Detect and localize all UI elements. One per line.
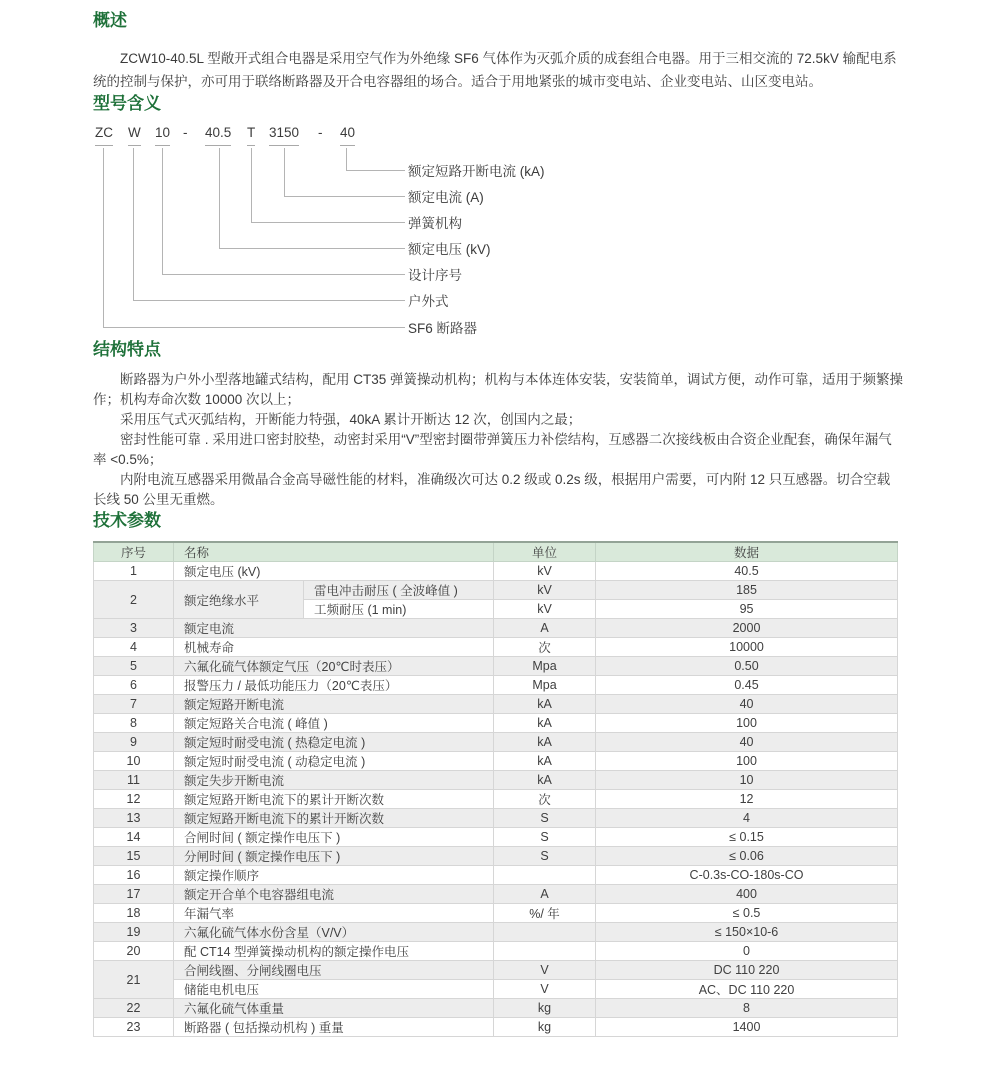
model-code-label: 弹簧机构 xyxy=(408,216,462,231)
spec-row xyxy=(94,1018,898,1037)
connector-horizontal-line xyxy=(251,222,405,223)
spec-value: 0.50 xyxy=(596,657,898,676)
model-heading: 型号含义 xyxy=(93,94,161,113)
spec-no: 1 xyxy=(94,562,174,581)
spec-name: 配 CT14 型弹簧操动机构的额定操作电压 xyxy=(174,942,494,961)
spec-no: 4 xyxy=(94,638,174,657)
spec-value: 2000 xyxy=(596,619,898,638)
spec-value: 0.45 xyxy=(596,676,898,695)
connector-horizontal-line xyxy=(133,300,405,301)
spec-value: C-0.3s-CO-180s-CO xyxy=(596,866,898,885)
spec-name: 额定短路开断电流下的累计开断次数 xyxy=(174,790,494,809)
specs-table xyxy=(93,541,898,1037)
spec-unit: kV xyxy=(494,581,596,600)
spec-row xyxy=(94,980,898,999)
model-code-segment: T xyxy=(247,124,255,146)
spec-no: 11 xyxy=(94,771,174,790)
spec-name: 额定短路开断电流 xyxy=(174,695,494,714)
spec-no: 22 xyxy=(94,999,174,1018)
spec-value: ≤ 150×10-6 xyxy=(596,923,898,942)
spec-unit: kg xyxy=(494,999,596,1018)
spec-value: 100 xyxy=(596,752,898,771)
col-header-name: 名称 xyxy=(174,542,494,562)
spec-name: 年漏气率 xyxy=(174,904,494,923)
spec-no: 10 xyxy=(94,752,174,771)
spec-name: 额定短时耐受电流 ( 动稳定电流 ) xyxy=(174,752,494,771)
overview-heading: 概述 xyxy=(93,11,127,30)
specs-heading: 技术参数 xyxy=(93,511,161,530)
model-code-segment: - xyxy=(183,125,188,140)
spec-value: 4 xyxy=(596,809,898,828)
spec-no: 2 xyxy=(94,581,174,619)
spec-name: 额定电流 xyxy=(174,619,494,638)
spec-name: 额定绝缘水平 xyxy=(174,581,304,619)
model-code-label: 额定短路开断电流 (kA) xyxy=(408,164,545,179)
spec-row xyxy=(94,752,898,771)
spec-no: 16 xyxy=(94,866,174,885)
spec-row xyxy=(94,904,898,923)
spec-unit: kV xyxy=(494,600,596,619)
specs-table-header xyxy=(94,542,898,562)
spec-row xyxy=(94,733,898,752)
spec-value: 185 xyxy=(596,581,898,600)
spec-no: 6 xyxy=(94,676,174,695)
spec-unit: S xyxy=(494,847,596,866)
spec-name: 六氟化硫气体额定气压（20℃时表压） xyxy=(174,657,494,676)
spec-value: 1400 xyxy=(596,1018,898,1037)
col-header-value: 数据 xyxy=(596,542,898,562)
spec-row xyxy=(94,923,898,942)
spec-no: 14 xyxy=(94,828,174,847)
col-header-unit: 单位 xyxy=(494,542,596,562)
model-code-segment: 40.5 xyxy=(205,124,231,146)
spec-unit: V xyxy=(494,961,596,980)
spec-name: 额定失步开断电流 xyxy=(174,771,494,790)
spec-unit: S xyxy=(494,828,596,847)
spec-unit: S xyxy=(494,809,596,828)
spec-row xyxy=(94,961,898,980)
spec-row xyxy=(94,638,898,657)
connector-horizontal-line xyxy=(103,327,405,328)
spec-no: 19 xyxy=(94,923,174,942)
spec-unit: 次 xyxy=(494,790,596,809)
spec-no: 20 xyxy=(94,942,174,961)
spec-row xyxy=(94,695,898,714)
spec-name: 额定短路关合电流 ( 峰值 ) xyxy=(174,714,494,733)
spec-no: 21 xyxy=(94,961,174,999)
spec-value: 10 xyxy=(596,771,898,790)
connector-vertical-line xyxy=(251,148,252,222)
spec-name: 六氟化硫气体水份含星（V/V） xyxy=(174,923,494,942)
features-heading: 结构特点 xyxy=(93,340,161,359)
spec-unit: kA xyxy=(494,733,596,752)
spec-no: 15 xyxy=(94,847,174,866)
spec-name: 合闸线圈、分闸线圈电压 xyxy=(174,961,494,980)
feature-paragraph: 断路器为户外小型落地罐式结构，配用 CT35 弹簧操动机构；机构与本体连体安装，安装简单，调试方便，动作可靠，适用于频繁操作；机构寿命次数 10000 次以上； xyxy=(93,372,904,407)
model-code-label: 额定电流 (A) xyxy=(408,190,484,205)
connector-horizontal-line xyxy=(346,170,405,171)
spec-no: 18 xyxy=(94,904,174,923)
spec-value: 40 xyxy=(596,695,898,714)
spec-no: 7 xyxy=(94,695,174,714)
spec-name: 额定操作顺序 xyxy=(174,866,494,885)
spec-row xyxy=(94,562,898,581)
spec-name: 分闸时间 ( 额定操作电压下 ) xyxy=(174,847,494,866)
feature-paragraph: 采用压气式灭弧结构，开断能力特强，40kA 累计开断达 12 次，创国内之最； xyxy=(120,412,582,427)
spec-value: 400 xyxy=(596,885,898,904)
spec-no: 12 xyxy=(94,790,174,809)
spec-value: 40.5 xyxy=(596,562,898,581)
model-code-segment: 40 xyxy=(340,124,355,146)
spec-row xyxy=(94,790,898,809)
spec-unit: kA xyxy=(494,695,596,714)
spec-row xyxy=(94,714,898,733)
spec-row xyxy=(94,828,898,847)
spec-name: 报警压力 / 最低功能压力（20℃表压） xyxy=(174,676,494,695)
model-code-diagram xyxy=(93,124,903,339)
spec-unit: A xyxy=(494,619,596,638)
overview-paragraph: ZCW10-40.5L 型敞开式组合电器是采用空气作为外绝缘 SF6 气体作为灭弧介质的成套组合电器。用于三相交流的 72.5kV 输配电系统的控制与保护，亦可用于联络断路器及开合电容器组的场合。适合于用地紧张的城市变电站、企业变电站、山区变电站。 xyxy=(93,51,897,89)
spec-unit xyxy=(494,923,596,942)
spec-value: 10000 xyxy=(596,638,898,657)
spec-value: 40 xyxy=(596,733,898,752)
spec-value: DC 110 220 xyxy=(596,961,898,980)
spec-name: 额定短路开断电流下的累计开断次数 xyxy=(174,809,494,828)
spec-no: 8 xyxy=(94,714,174,733)
model-code-label: 设计序号 xyxy=(408,268,462,283)
spec-no: 5 xyxy=(94,657,174,676)
spec-name: 储能电机电压 xyxy=(174,980,494,999)
model-code-segment: ZC xyxy=(95,124,113,146)
connector-vertical-line xyxy=(103,148,104,327)
spec-value: 100 xyxy=(596,714,898,733)
spec-no: 9 xyxy=(94,733,174,752)
model-code-segment: - xyxy=(318,125,323,140)
spec-unit: kg xyxy=(494,1018,596,1037)
spec-subname: 雷电冲击耐压 ( 全波峰值 ) xyxy=(304,581,494,600)
spec-name: 断路器 ( 包括操动机构 ) 重量 xyxy=(174,1018,494,1037)
model-code-segment: 3150 xyxy=(269,124,299,146)
model-code-label: 额定电压 (kV) xyxy=(408,242,491,257)
feature-paragraph: 内附电流互感器采用微晶合金高导磁性能的材料，准确级次可达 0.2 级或 0.2s 级，根据用户需要，可内附 12 只互感器。切合空载长线 50 公里无重燃。 xyxy=(93,472,891,507)
spec-unit: %/ 年 xyxy=(494,904,596,923)
spec-row xyxy=(94,847,898,866)
spec-subname: 工频耐压 (1 min) xyxy=(304,600,494,619)
spec-value: ≤ 0.06 xyxy=(596,847,898,866)
spec-row xyxy=(94,657,898,676)
spec-unit: A xyxy=(494,885,596,904)
spec-row xyxy=(94,771,898,790)
spec-row xyxy=(94,619,898,638)
spec-row xyxy=(94,676,898,695)
connector-horizontal-line xyxy=(219,248,405,249)
model-code-segment: 10 xyxy=(155,124,170,146)
spec-unit: kA xyxy=(494,771,596,790)
spec-value: 0 xyxy=(596,942,898,961)
col-header-no: 序号 xyxy=(94,542,174,562)
spec-name: 六氟化硫气体重量 xyxy=(174,999,494,1018)
spec-row xyxy=(94,809,898,828)
spec-unit: kA xyxy=(494,752,596,771)
connector-vertical-line xyxy=(219,148,220,248)
spec-unit xyxy=(494,942,596,961)
features-block xyxy=(93,370,903,510)
connector-vertical-line xyxy=(284,148,285,196)
spec-unit: Mpa xyxy=(494,657,596,676)
spec-row xyxy=(94,866,898,885)
feature-paragraph: 密封性能可靠 . 采用进口密封胶垫，动密封采用“V”型密封圈带弹簧压力补偿结构，互感器二次接线板由合资企业配套，确保年漏气率 <0.5%； xyxy=(93,432,892,467)
spec-unit: kA xyxy=(494,714,596,733)
spec-name: 额定短时耐受电流 ( 热稳定电流 ) xyxy=(174,733,494,752)
connector-vertical-line xyxy=(133,148,134,300)
spec-no: 23 xyxy=(94,1018,174,1037)
spec-unit: Mpa xyxy=(494,676,596,695)
spec-name: 机械寿命 xyxy=(174,638,494,657)
spec-row xyxy=(94,942,898,961)
spec-value: ≤ 0.5 xyxy=(596,904,898,923)
model-code-label: 户外式 xyxy=(408,294,449,309)
spec-unit: kV xyxy=(494,562,596,581)
spec-name: 额定开合单个电容器组电流 xyxy=(174,885,494,904)
spec-name: 合闸时间 ( 额定操作电压下 ) xyxy=(174,828,494,847)
spec-value: 12 xyxy=(596,790,898,809)
spec-row xyxy=(94,999,898,1018)
spec-value: ≤ 0.15 xyxy=(596,828,898,847)
spec-name: 额定电压 (kV) xyxy=(174,562,494,581)
spec-no: 13 xyxy=(94,809,174,828)
connector-vertical-line xyxy=(346,148,347,170)
connector-horizontal-line xyxy=(284,196,405,197)
spec-no: 17 xyxy=(94,885,174,904)
spec-no: 3 xyxy=(94,619,174,638)
spec-row xyxy=(94,581,898,600)
spec-value: 8 xyxy=(596,999,898,1018)
connector-vertical-line xyxy=(162,148,163,274)
spec-unit xyxy=(494,866,596,885)
spec-value: AC、DC 110 220 xyxy=(596,980,898,999)
spec-row xyxy=(94,885,898,904)
connector-horizontal-line xyxy=(162,274,405,275)
spec-unit: 次 xyxy=(494,638,596,657)
spec-value: 95 xyxy=(596,600,898,619)
model-code-segment: W xyxy=(128,124,141,146)
spec-unit: V xyxy=(494,980,596,999)
model-code-label: SF6 断路器 xyxy=(408,321,478,336)
